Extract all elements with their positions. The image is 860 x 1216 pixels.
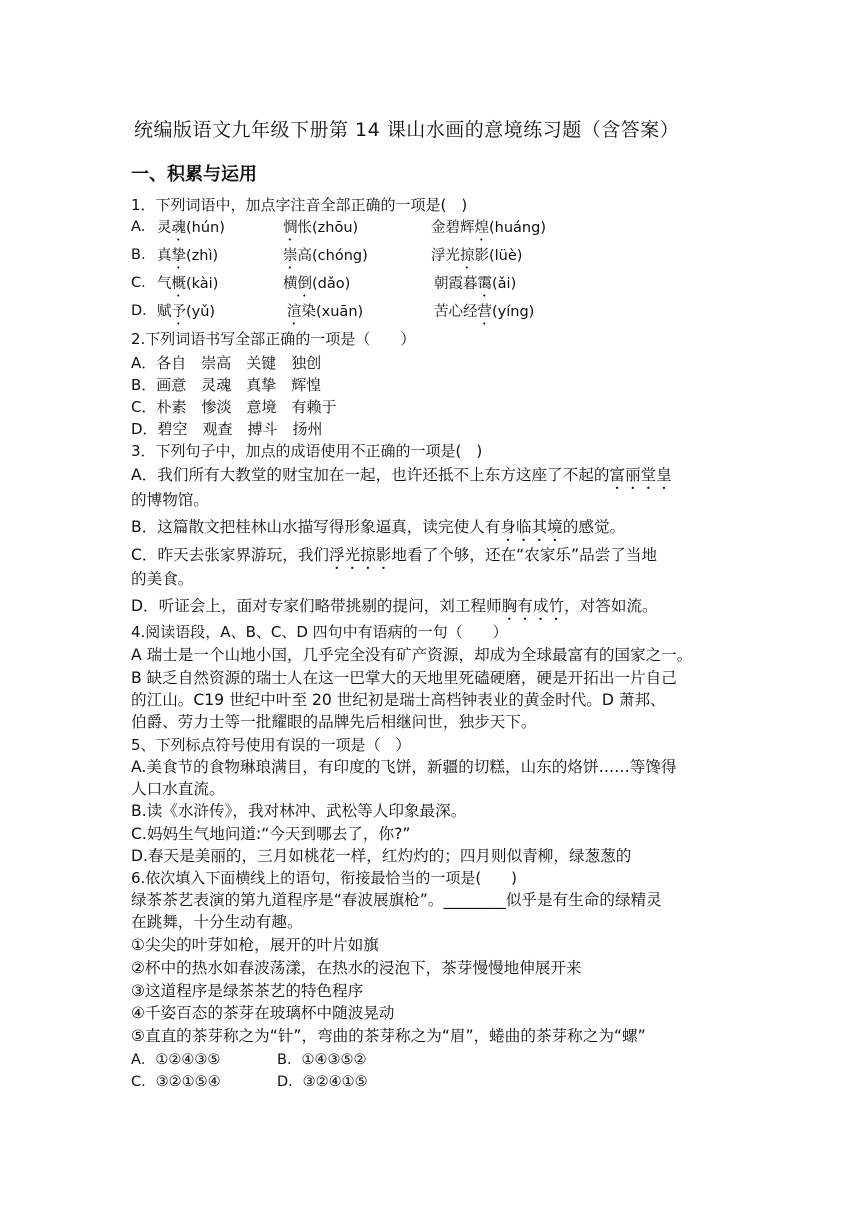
option-word-1: 气概(kài) [157, 276, 219, 292]
option-word-2: 崇高(chóng) [283, 248, 368, 264]
option-word-3: 金碧辉煌(huáng) [431, 220, 546, 236]
question-2-stem: 2.下列词语书写全部正确的一项是（ ） [131, 330, 416, 348]
option-label: D． [131, 303, 157, 319]
option-label: B． [131, 247, 156, 263]
question-4-line: B 缺乏自然资源的瑞士人在这一巴掌大的天地里死磕硬磨，硬是开拓出一片自己 [131, 669, 677, 687]
question-4-line: 伯爵、劳力士等一批耀眼的品牌先后相继问世，独步天下。 [131, 713, 537, 731]
page-title: 统编版语文九年级下册第 14 课山水画的意境练习题（含答案） [134, 119, 680, 141]
option-label: C． [131, 275, 156, 291]
option-word-1: 真挚(zhì) [157, 248, 219, 264]
question-6-sentence-2: ②杯中的热水如春波荡漾，在热水的浸泡下，茶芽慢慢地伸展开来 [131, 959, 582, 977]
option-word-2: 横倒(dǎo) [283, 276, 351, 292]
option-word-2: 惆怅(zhōu) [283, 220, 359, 236]
question-6-option-b: B．①④③⑤② [277, 1052, 367, 1068]
question-4-line: 的江山。C19 世纪中叶至 20 世纪初是瑞士高档钟表业的黄金时代。D 萧邦、 [131, 691, 666, 709]
option-word-1: 灵魂(hún) [157, 220, 225, 236]
question-5-option-a: A.美食节的食物琳琅满目，有印度的飞饼，新疆的切糕，山东的烙饼……等馋得 [131, 758, 677, 776]
question-5-option-c: C.妈妈生气地问道:“今天到哪去了，你?” [131, 825, 411, 843]
question-3-option-c-cont: 的美食。 [131, 570, 194, 588]
option-word-3: 朝霞暮霭(ǎi) [434, 276, 517, 292]
question-2-option-c: C．朴素 惨淡 意境 有赖于 [131, 398, 337, 416]
question-2-option-b: B．画意 灵魂 真挚 辉惶 [131, 376, 322, 394]
question-6-option-d: D．③②④①⑤ [277, 1074, 368, 1090]
question-3-option-d: D．听证会上，面对专家们略带挑剔的提问，刘工程师胸有成竹，对答如流。 [131, 597, 658, 615]
question-4-stem: 4.阅读语段，A、B、C、D 四句中有语病的一句（ ） [131, 623, 508, 641]
question-5-option-b: B.读《水浒传》，我对林冲、武松等人印象最深。 [131, 802, 467, 820]
question-2-option-d: D．碧空 观查 搏斗 扬州 [131, 420, 323, 438]
question-6-stem: 6.依次填入下面横线上的语句，衔接最恰当的一项是( ) [131, 869, 518, 887]
question-6-sentence-1: ①尖尖的叶芽如枪，展开的叶片如旗 [131, 936, 379, 954]
question-6-option-c: C．③②①⑤④ [131, 1074, 221, 1090]
question-6-passage-cont: 在跳舞，十分生动有趣。 [131, 913, 303, 931]
option-label: A． [131, 219, 156, 235]
question-6-sentence-5: ⑤直直的茶芽称之为“针”，弯曲的茶芽称之为“眉”，蜷曲的茶芽称之为“螺” [131, 1027, 646, 1045]
question-6-sentence-4: ④千姿百态的茶芽在玻璃杯中随波晃动 [131, 1004, 395, 1022]
question-6-passage: 绿茶茶艺表演的第九道程序是“春波展旗枪”。________似乎是有生命的绿精灵 [131, 891, 662, 909]
option-word-3: 浮光掠影(lüè) [431, 248, 523, 264]
option-word-2: 渲染(xuān) [287, 304, 364, 320]
question-6-sentence-3: ③这道程序是绿茶茶艺的特色程序 [131, 982, 364, 1000]
question-3-stem: 3．下列句子中，加点的成语使用不正确的一项是( ) [131, 442, 483, 460]
question-3-option-b: B．这篇散文把桂林山水描写得形象逼真，读完使人有身临其境的感觉。 [131, 518, 626, 536]
question-3-option-c: C．昨天去张家界游玩，我们浮光掠影地看了个够，还在“农家乐”品尝了当地 [131, 546, 658, 564]
question-6-option-a: A．①②④③⑤ [131, 1052, 221, 1068]
question-3-option-a: A．我们所有大教堂的财宝加在一起，也许还抵不上东方这座了不起的富丽堂皇 [131, 466, 672, 484]
question-4-line: A 瑞士是一个山地小国，几乎完全没有矿产资源，却成为全球最富有的国家之一。 [131, 646, 693, 664]
question-1-stem: 1．下列词语中，加点字注音全部正确的一项是( ) [131, 196, 468, 214]
section-heading: 一、积累与运用 [131, 164, 257, 185]
question-5-option-d: D.春天是美丽的，三月如桃花一样，红灼灼的；四月则似青柳，绿葱葱的 [131, 847, 632, 865]
question-5-stem: 5、下列标点符号使用有误的一项是（ ） [131, 736, 411, 754]
option-word-3: 苦心经营(yíng) [434, 304, 535, 320]
question-5-option-a-cont: 人口水直流。 [131, 780, 225, 798]
question-2-option-a: A．各自 崇高 关键 独创 [131, 354, 322, 372]
option-word-1: 赋予(yǔ) [157, 304, 216, 320]
question-3-option-a-cont: 的博物馆。 [131, 491, 209, 509]
